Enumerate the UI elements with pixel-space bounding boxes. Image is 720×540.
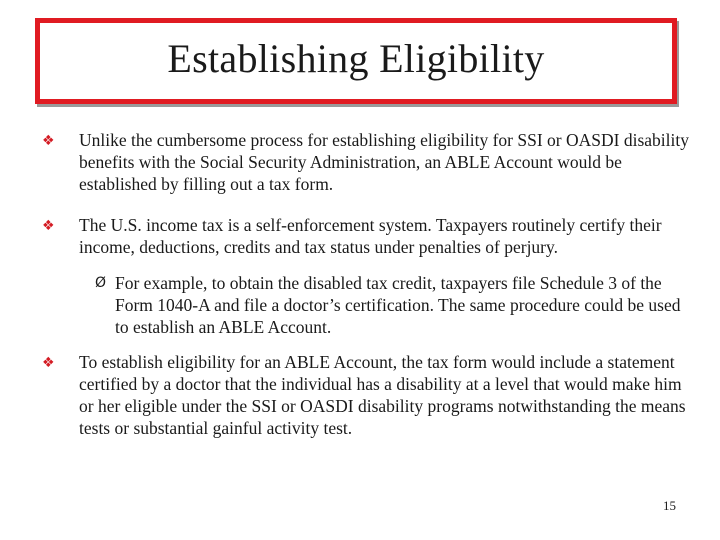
diamond-cluster-icon: ❖ [42, 355, 55, 371]
bullet-text: Unlike the cumbersome process for establishing eligibility for SSI or OASDI disability benefits with the Social Security Administration, an ABLE Account would be established by filling out a tax form. [79, 130, 689, 194]
bullet-text: To establish eligibility for an ABLE Account, the tax form would include a statement certified by a doctor that the individual has a disability at a level that would make him or her eligible under the SSI or OASDI disability programs notwithstanding the means tests or substantial gainful activity test. [79, 352, 686, 438]
bullet-item [42, 214, 690, 258]
title-box [35, 18, 677, 104]
bullet-text: The U.S. income tax is a self-enforcement system. Taxpayers routinely certify their income, deductions, credits and tax status under penalties of perjury. [79, 215, 662, 257]
bullet-item [42, 129, 690, 195]
slide-title: Establishing Eligibility [167, 35, 545, 81]
arrow-bullet-icon: Ø [95, 275, 107, 291]
diamond-cluster-icon: ❖ [42, 218, 55, 234]
diamond-cluster-icon: ❖ [42, 133, 55, 149]
page-number: 15 [663, 498, 676, 513]
bullet-item [42, 351, 690, 439]
sub-bullet-item [95, 272, 690, 338]
sub-bullet-text: For example, to obtain the disabled tax credit, taxpayers file Schedule 3 of the Form 1040-A and file a doctor’s certification. The same procedure could be used to establish an ABLE Account. [115, 273, 681, 337]
